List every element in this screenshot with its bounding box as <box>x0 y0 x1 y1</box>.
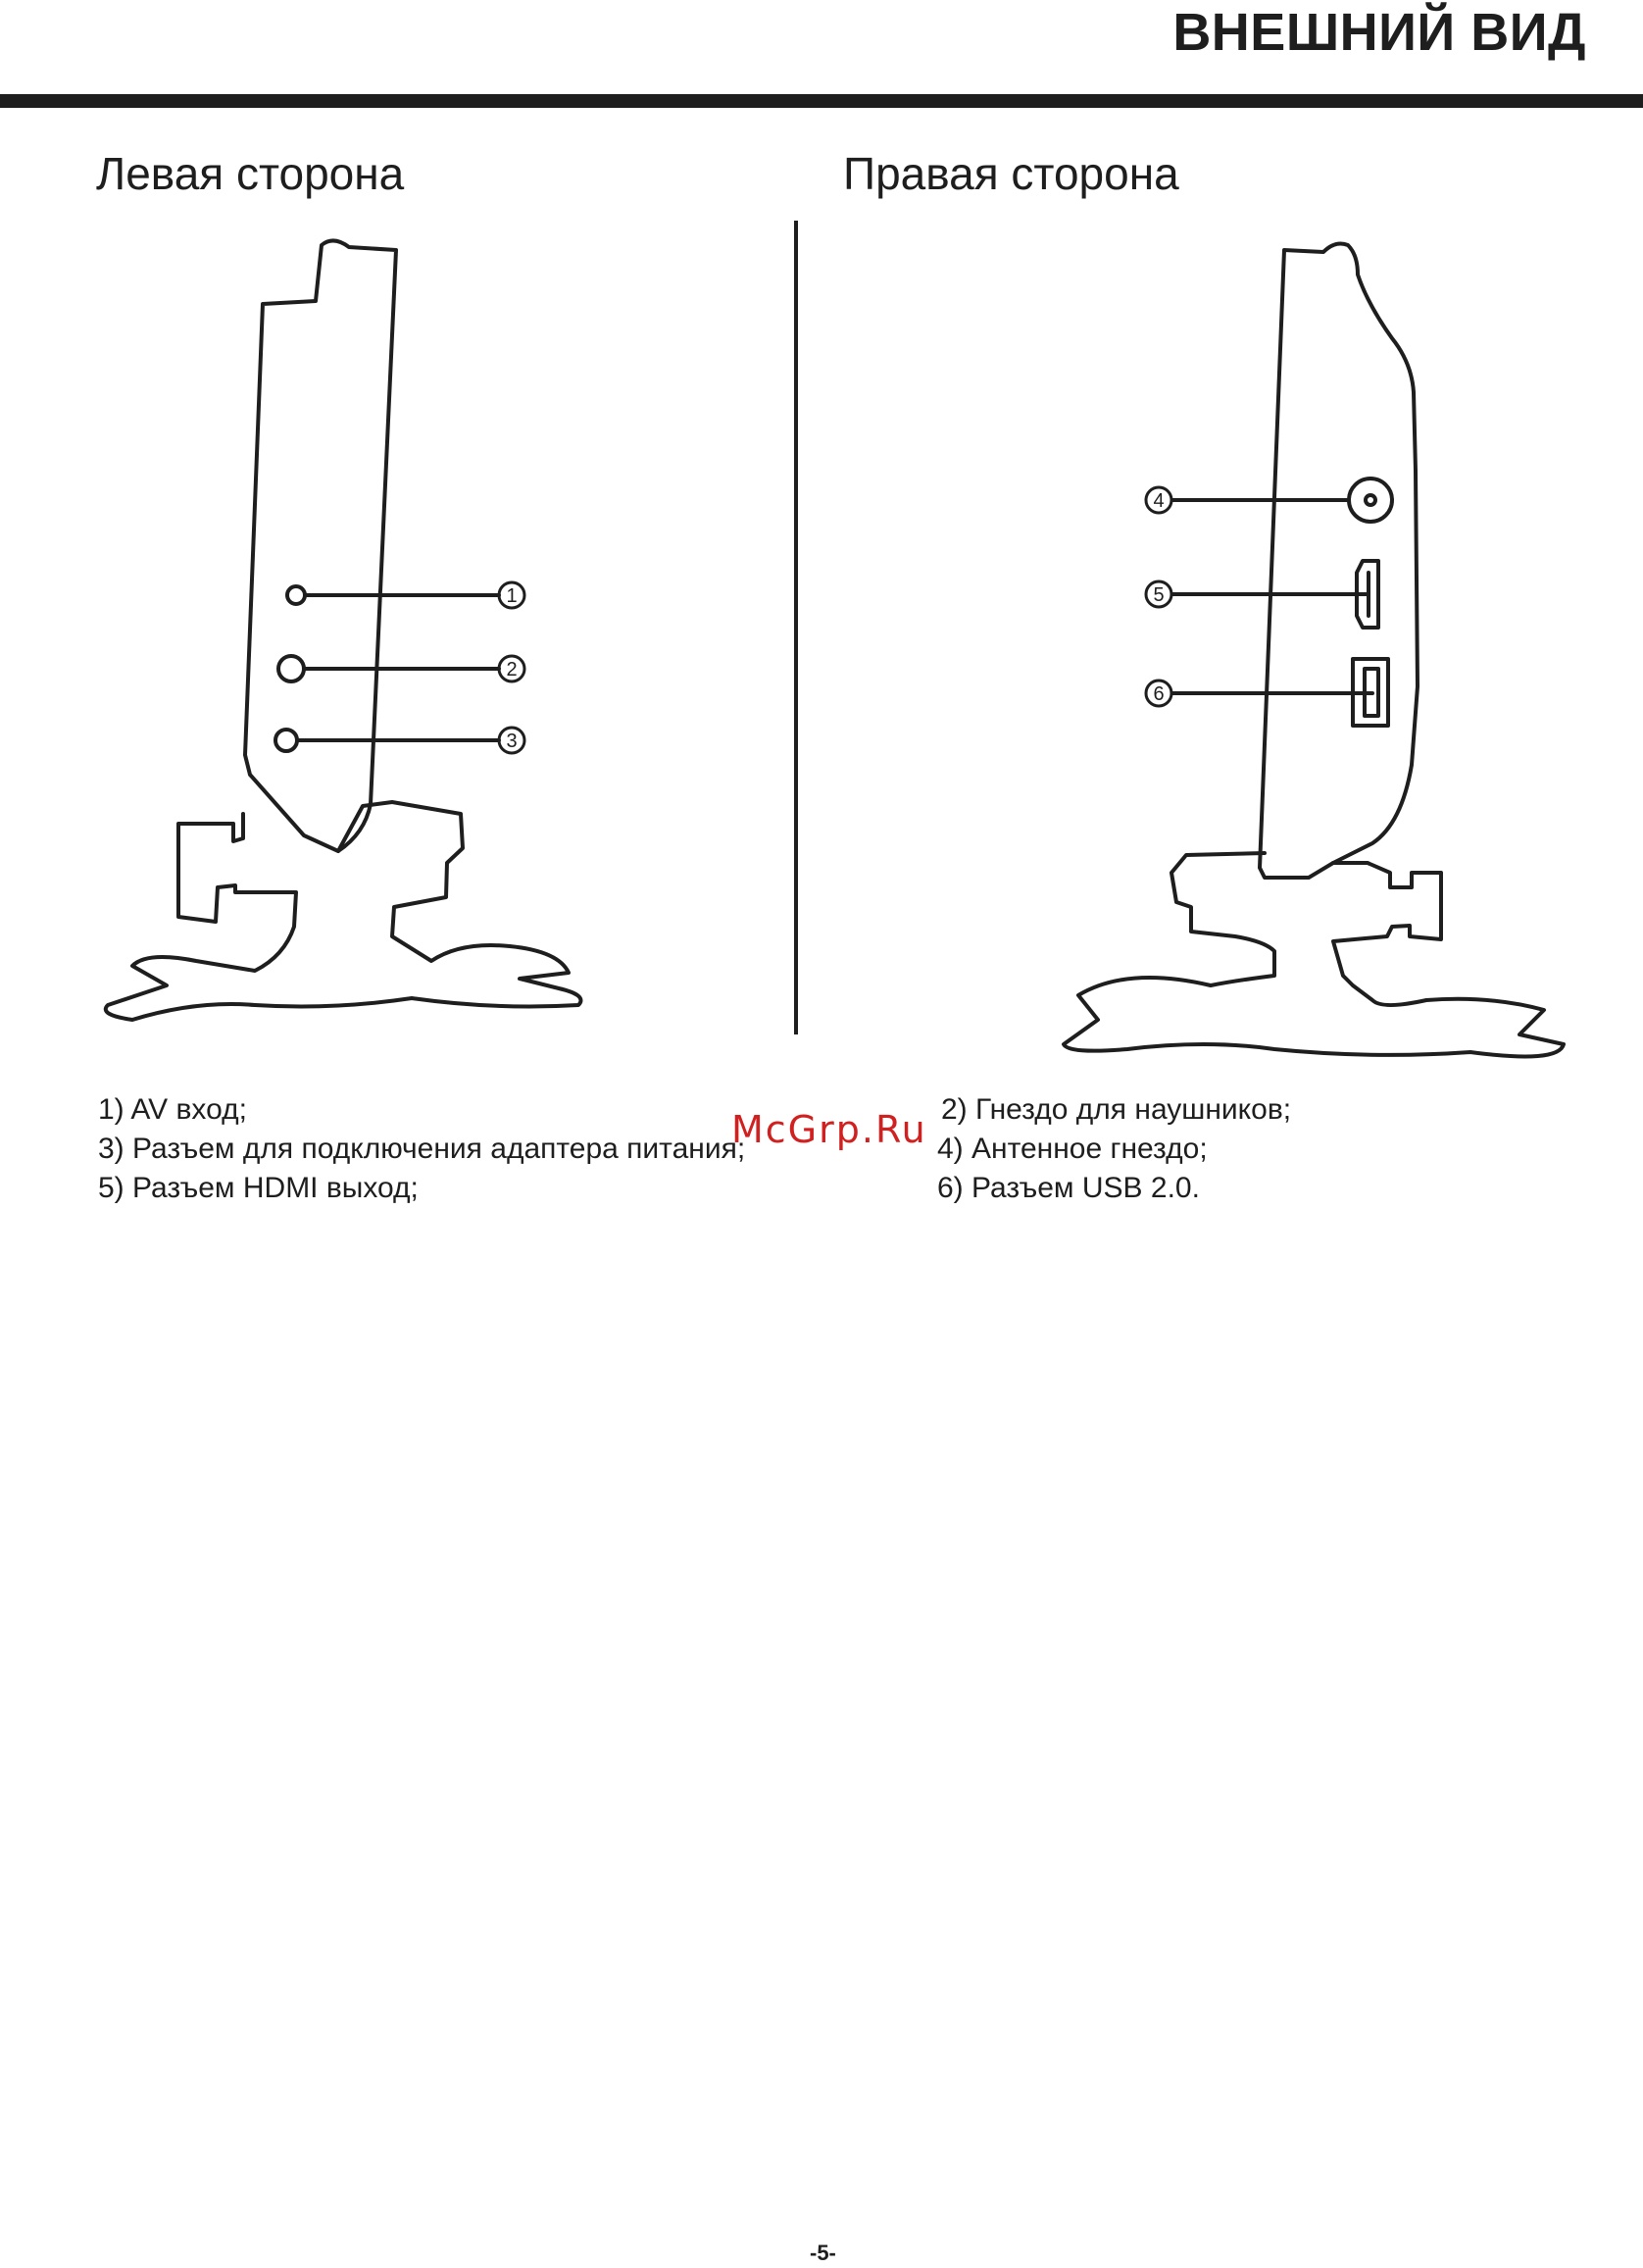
legend-item-2: 2) Гнездо для наушников; <box>941 1093 1292 1126</box>
page-number: -5- <box>810 2241 836 2265</box>
right-device-stand <box>1064 853 1564 1057</box>
callout-number-3: 3 <box>506 731 518 752</box>
legend-item-5: 5) Разъем HDMI выход; <box>98 1172 419 1204</box>
right-side-heading: Правая сторона <box>843 148 1179 199</box>
page-title: ВНЕШНИЙ ВИД <box>1172 3 1586 62</box>
callout-number-5: 5 <box>1153 584 1165 606</box>
power-adapter-jack <box>275 730 297 751</box>
legend-item-6: 6) Разъем USB 2.0. <box>937 1172 1200 1204</box>
callout-number-6: 6 <box>1153 683 1165 705</box>
callout-number-4: 4 <box>1153 490 1165 512</box>
right-side-device-illustration <box>1064 244 1564 1057</box>
left-device-body <box>245 240 396 851</box>
left-side-device-illustration <box>106 240 581 1020</box>
callout-number-2: 2 <box>506 659 518 680</box>
antenna-socket-inner <box>1366 495 1375 505</box>
av-in-jack <box>287 586 305 604</box>
callout-number-1: 1 <box>506 585 518 607</box>
antenna-socket-outer <box>1349 479 1392 522</box>
right-device-body <box>1260 244 1418 878</box>
left-device-stand <box>106 802 581 1020</box>
legend-item-3: 3) Разъем для подключения адаптера питания; <box>98 1133 746 1165</box>
watermark: McGrp.Ru <box>731 1108 927 1151</box>
device-side-drawings <box>0 0 1643 1079</box>
headphone-jack <box>278 656 304 681</box>
legend-item-1: 1) AV вход; <box>98 1093 247 1126</box>
left-side-heading: Левая сторона <box>96 148 405 199</box>
legend-item-4: 4) Антенное гнездо; <box>937 1133 1208 1165</box>
